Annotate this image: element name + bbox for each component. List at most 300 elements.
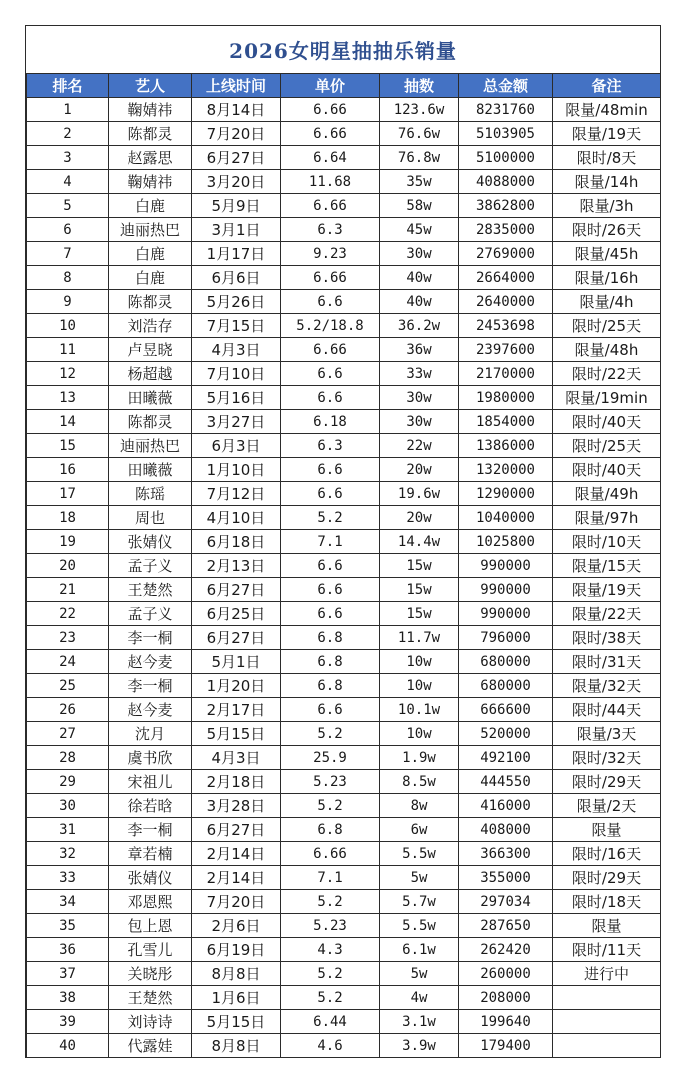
remarks-cell: 限时/10天: [553, 530, 661, 554]
launch-date-cell: 2月17日: [192, 698, 281, 722]
remarks-cell: 限量/22天: [553, 602, 661, 626]
rank-cell: 30: [27, 794, 109, 818]
total-amount-cell: 1025800: [459, 530, 553, 554]
rank-cell: 1: [27, 98, 109, 122]
artist-cell: 张婧仪: [109, 866, 192, 890]
total-amount-cell: 1320000: [459, 458, 553, 482]
launch-date-cell: 5月26日: [192, 290, 281, 314]
draw-count-cell: 123.6w: [380, 98, 459, 122]
launch-date-cell: 7月10日: [192, 362, 281, 386]
launch-date-cell: 6月27日: [192, 146, 281, 170]
draw-count-cell: 10w: [380, 722, 459, 746]
unit-price-cell: 6.6: [281, 698, 380, 722]
table-row: [27, 218, 661, 242]
launch-date-cell: 2月18日: [192, 770, 281, 794]
draw-count-cell: 5w: [380, 962, 459, 986]
rank-cell: 38: [27, 986, 109, 1010]
draw-count-cell: 3.9w: [380, 1034, 459, 1058]
total-amount-cell: 8231760: [459, 98, 553, 122]
rank-cell: 34: [27, 890, 109, 914]
remarks-cell: 限量/3天: [553, 722, 661, 746]
unit-price-cell: 6.44: [281, 1010, 380, 1034]
remarks-cell: 限时/8天: [553, 146, 661, 170]
artist-cell: 刘浩存: [109, 314, 192, 338]
remarks-cell: 限量/2天: [553, 794, 661, 818]
remarks-cell: [553, 986, 661, 1010]
artist-cell: 李一桐: [109, 626, 192, 650]
artist-cell: 鞠婧祎: [109, 170, 192, 194]
table-row: [27, 914, 661, 938]
table-row: [27, 362, 661, 386]
artist-cell: 赵露思: [109, 146, 192, 170]
artist-cell: 关晓彤: [109, 962, 192, 986]
artist-cell: 沈月: [109, 722, 192, 746]
rank-cell: 5: [27, 194, 109, 218]
draw-count-cell: 8w: [380, 794, 459, 818]
artist-cell: 白鹿: [109, 194, 192, 218]
launch-date-cell: 6月18日: [192, 530, 281, 554]
remarks-cell: 限时/18天: [553, 890, 661, 914]
artist-cell: 章若楠: [109, 842, 192, 866]
artist-cell: 代露娃: [109, 1034, 192, 1058]
launch-date-cell: 2月6日: [192, 914, 281, 938]
remarks-cell: 限量/16h: [553, 266, 661, 290]
remarks-cell: 限时/29天: [553, 866, 661, 890]
total-amount-cell: 1290000: [459, 482, 553, 506]
header-rank: 排名: [27, 74, 109, 98]
unit-price-cell: 6.8: [281, 818, 380, 842]
unit-price-cell: 5.23: [281, 914, 380, 938]
remarks-cell: 限时/29天: [553, 770, 661, 794]
rank-cell: 9: [27, 290, 109, 314]
remarks-cell: [553, 1010, 661, 1034]
total-amount-cell: 1040000: [459, 506, 553, 530]
draw-count-cell: 20w: [380, 506, 459, 530]
rank-cell: 6: [27, 218, 109, 242]
sales-table-sheet: [25, 25, 661, 1058]
artist-cell: 王楚然: [109, 578, 192, 602]
artist-cell: 田曦薇: [109, 386, 192, 410]
total-amount-cell: 796000: [459, 626, 553, 650]
launch-date-cell: 3月27日: [192, 410, 281, 434]
table-row: [27, 122, 661, 146]
table-row: [27, 674, 661, 698]
remarks-cell: 限量/19天: [553, 578, 661, 602]
unit-price-cell: 6.6: [281, 602, 380, 626]
table-body: [27, 98, 661, 1058]
rank-cell: 35: [27, 914, 109, 938]
table-row: [27, 410, 661, 434]
draw-count-cell: 40w: [380, 290, 459, 314]
total-amount-cell: 355000: [459, 866, 553, 890]
table-header-row: [27, 74, 661, 98]
unit-price-cell: 6.66: [281, 842, 380, 866]
total-amount-cell: 199640: [459, 1010, 553, 1034]
launch-date-cell: 6月6日: [192, 266, 281, 290]
artist-cell: 田曦薇: [109, 458, 192, 482]
launch-date-cell: 3月1日: [192, 218, 281, 242]
launch-date-cell: 8月14日: [192, 98, 281, 122]
launch-date-cell: 8月8日: [192, 962, 281, 986]
total-amount-cell: 2769000: [459, 242, 553, 266]
unit-price-cell: 6.3: [281, 434, 380, 458]
table-title: 2026女明星抽抽乐销量: [26, 25, 660, 73]
rank-cell: 13: [27, 386, 109, 410]
artist-cell: 白鹿: [109, 242, 192, 266]
unit-price-cell: 9.23: [281, 242, 380, 266]
total-amount-cell: 5103905: [459, 122, 553, 146]
remarks-cell: 限量/32天: [553, 674, 661, 698]
unit-price-cell: 6.66: [281, 266, 380, 290]
unit-price-cell: 5.2: [281, 794, 380, 818]
table-row: [27, 290, 661, 314]
remarks-cell: 限时/31天: [553, 650, 661, 674]
artist-cell: 卢昱晓: [109, 338, 192, 362]
table-row: [27, 698, 661, 722]
remarks-cell: 限时/11天: [553, 938, 661, 962]
total-amount-cell: 2170000: [459, 362, 553, 386]
draw-count-cell: 6w: [380, 818, 459, 842]
unit-price-cell: 5.2: [281, 986, 380, 1010]
table-row: [27, 194, 661, 218]
launch-date-cell: 7月12日: [192, 482, 281, 506]
remarks-cell: 限量/45h: [553, 242, 661, 266]
artist-cell: 赵今麦: [109, 698, 192, 722]
unit-price-cell: 6.64: [281, 146, 380, 170]
draw-count-cell: 10w: [380, 674, 459, 698]
header-artist: 艺人: [109, 74, 192, 98]
launch-date-cell: 5月16日: [192, 386, 281, 410]
unit-price-cell: 25.9: [281, 746, 380, 770]
remarks-cell: 限量: [553, 914, 661, 938]
draw-count-cell: 22w: [380, 434, 459, 458]
launch-date-cell: 2月13日: [192, 554, 281, 578]
launch-date-cell: 2月14日: [192, 866, 281, 890]
launch-date-cell: 3月28日: [192, 794, 281, 818]
launch-date-cell: 1月10日: [192, 458, 281, 482]
remarks-cell: [553, 1034, 661, 1058]
draw-count-cell: 5.5w: [380, 914, 459, 938]
artist-cell: 陈都灵: [109, 290, 192, 314]
remarks-cell: 进行中: [553, 962, 661, 986]
header-total-amount: 总金额: [459, 74, 553, 98]
unit-price-cell: 6.6: [281, 290, 380, 314]
table-row: [27, 866, 661, 890]
total-amount-cell: 680000: [459, 674, 553, 698]
unit-price-cell: 6.66: [281, 338, 380, 362]
table-row: [27, 482, 661, 506]
total-amount-cell: 416000: [459, 794, 553, 818]
launch-date-cell: 2月14日: [192, 842, 281, 866]
total-amount-cell: 2453698: [459, 314, 553, 338]
table-row: [27, 554, 661, 578]
total-amount-cell: 2835000: [459, 218, 553, 242]
remarks-cell: 限时/26天: [553, 218, 661, 242]
draw-count-cell: 6.1w: [380, 938, 459, 962]
table-row: [27, 314, 661, 338]
launch-date-cell: 7月20日: [192, 890, 281, 914]
rank-cell: 16: [27, 458, 109, 482]
total-amount-cell: 1854000: [459, 410, 553, 434]
artist-cell: 虞书欣: [109, 746, 192, 770]
total-amount-cell: 2397600: [459, 338, 553, 362]
rank-cell: 26: [27, 698, 109, 722]
launch-date-cell: 6月25日: [192, 602, 281, 626]
remarks-cell: 限时/25天: [553, 314, 661, 338]
remarks-cell: 限量/19天: [553, 122, 661, 146]
table-row: [27, 506, 661, 530]
remarks-cell: 限量: [553, 818, 661, 842]
draw-count-cell: 5w: [380, 866, 459, 890]
unit-price-cell: 6.6: [281, 482, 380, 506]
total-amount-cell: 260000: [459, 962, 553, 986]
rank-cell: 39: [27, 1010, 109, 1034]
rank-cell: 23: [27, 626, 109, 650]
launch-date-cell: 5月1日: [192, 650, 281, 674]
unit-price-cell: 6.18: [281, 410, 380, 434]
total-amount-cell: 297034: [459, 890, 553, 914]
artist-cell: 李一桐: [109, 674, 192, 698]
rank-cell: 14: [27, 410, 109, 434]
draw-count-cell: 19.6w: [380, 482, 459, 506]
total-amount-cell: 2664000: [459, 266, 553, 290]
rank-cell: 29: [27, 770, 109, 794]
total-amount-cell: 5100000: [459, 146, 553, 170]
rank-cell: 28: [27, 746, 109, 770]
artist-cell: 徐若晗: [109, 794, 192, 818]
remarks-cell: 限时/44天: [553, 698, 661, 722]
remarks-cell: 限量/48min: [553, 98, 661, 122]
header-remarks: 备注: [553, 74, 661, 98]
remarks-cell: 限时/25天: [553, 434, 661, 458]
artist-cell: 周也: [109, 506, 192, 530]
total-amount-cell: 1980000: [459, 386, 553, 410]
remarks-cell: 限时/40天: [553, 458, 661, 482]
draw-count-cell: 5.5w: [380, 842, 459, 866]
total-amount-cell: 492100: [459, 746, 553, 770]
total-amount-cell: 179400: [459, 1034, 553, 1058]
table-row: [27, 266, 661, 290]
remarks-cell: 限时/16天: [553, 842, 661, 866]
artist-cell: 包上恩: [109, 914, 192, 938]
table-row: [27, 794, 661, 818]
rank-cell: 21: [27, 578, 109, 602]
draw-count-cell: 4w: [380, 986, 459, 1010]
launch-date-cell: 8月8日: [192, 1034, 281, 1058]
launch-date-cell: 1月6日: [192, 986, 281, 1010]
table-row: [27, 386, 661, 410]
launch-date-cell: 6月27日: [192, 818, 281, 842]
draw-count-cell: 11.7w: [380, 626, 459, 650]
unit-price-cell: 6.8: [281, 650, 380, 674]
rank-cell: 7: [27, 242, 109, 266]
table-row: [27, 1010, 661, 1034]
total-amount-cell: 2640000: [459, 290, 553, 314]
unit-price-cell: 5.2: [281, 890, 380, 914]
launch-date-cell: 6月27日: [192, 626, 281, 650]
draw-count-cell: 35w: [380, 170, 459, 194]
artist-cell: 张婧仪: [109, 530, 192, 554]
draw-count-cell: 15w: [380, 602, 459, 626]
draw-count-cell: 30w: [380, 410, 459, 434]
rank-cell: 22: [27, 602, 109, 626]
table-row: [27, 242, 661, 266]
rank-cell: 3: [27, 146, 109, 170]
header-draw-count: 抽数: [380, 74, 459, 98]
draw-count-cell: 40w: [380, 266, 459, 290]
total-amount-cell: 1386000: [459, 434, 553, 458]
rank-cell: 31: [27, 818, 109, 842]
draw-count-cell: 76.6w: [380, 122, 459, 146]
table-row: [27, 650, 661, 674]
table-row: [27, 722, 661, 746]
unit-price-cell: 5.2: [281, 962, 380, 986]
total-amount-cell: 366300: [459, 842, 553, 866]
rank-cell: 10: [27, 314, 109, 338]
launch-date-cell: 5月15日: [192, 722, 281, 746]
draw-count-cell: 10.1w: [380, 698, 459, 722]
table-row: [27, 98, 661, 122]
unit-price-cell: 6.3: [281, 218, 380, 242]
unit-price-cell: 5.2: [281, 506, 380, 530]
draw-count-cell: 30w: [380, 386, 459, 410]
table-row: [27, 458, 661, 482]
rank-cell: 4: [27, 170, 109, 194]
unit-price-cell: 6.6: [281, 578, 380, 602]
total-amount-cell: 990000: [459, 554, 553, 578]
artist-cell: 陈都灵: [109, 122, 192, 146]
total-amount-cell: 287650: [459, 914, 553, 938]
draw-count-cell: 20w: [380, 458, 459, 482]
rank-cell: 18: [27, 506, 109, 530]
remarks-cell: 限量/4h: [553, 290, 661, 314]
launch-date-cell: 4月10日: [192, 506, 281, 530]
unit-price-cell: 6.66: [281, 122, 380, 146]
table-row: [27, 890, 661, 914]
rank-cell: 25: [27, 674, 109, 698]
unit-price-cell: 4.3: [281, 938, 380, 962]
unit-price-cell: 6.6: [281, 554, 380, 578]
table-row: [27, 746, 661, 770]
artist-cell: 王楚然: [109, 986, 192, 1010]
launch-date-cell: 6月19日: [192, 938, 281, 962]
remarks-cell: 限量/3h: [553, 194, 661, 218]
table-row: [27, 842, 661, 866]
draw-count-cell: 1.9w: [380, 746, 459, 770]
table-row: [27, 938, 661, 962]
rank-cell: 11: [27, 338, 109, 362]
draw-count-cell: 30w: [380, 242, 459, 266]
table-row: [27, 602, 661, 626]
total-amount-cell: 408000: [459, 818, 553, 842]
artist-cell: 赵今麦: [109, 650, 192, 674]
launch-date-cell: 1月20日: [192, 674, 281, 698]
draw-count-cell: 58w: [380, 194, 459, 218]
launch-date-cell: 5月15日: [192, 1010, 281, 1034]
total-amount-cell: 520000: [459, 722, 553, 746]
artist-cell: 邓恩熙: [109, 890, 192, 914]
artist-cell: 孔雪儿: [109, 938, 192, 962]
rank-cell: 37: [27, 962, 109, 986]
rank-cell: 36: [27, 938, 109, 962]
draw-count-cell: 45w: [380, 218, 459, 242]
artist-cell: 迪丽热巴: [109, 434, 192, 458]
total-amount-cell: 262420: [459, 938, 553, 962]
unit-price-cell: 11.68: [281, 170, 380, 194]
launch-date-cell: 4月3日: [192, 338, 281, 362]
rank-cell: 24: [27, 650, 109, 674]
table-row: [27, 434, 661, 458]
rank-cell: 33: [27, 866, 109, 890]
launch-date-cell: 6月3日: [192, 434, 281, 458]
table-row: [27, 818, 661, 842]
remarks-cell: 限量/19min: [553, 386, 661, 410]
artist-cell: 孟子义: [109, 602, 192, 626]
table-row: [27, 986, 661, 1010]
launch-date-cell: 7月20日: [192, 122, 281, 146]
unit-price-cell: 6.66: [281, 98, 380, 122]
launch-date-cell: 3月20日: [192, 170, 281, 194]
draw-count-cell: 10w: [380, 650, 459, 674]
total-amount-cell: 444550: [459, 770, 553, 794]
draw-count-cell: 14.4w: [380, 530, 459, 554]
launch-date-cell: 4月3日: [192, 746, 281, 770]
artist-cell: 陈都灵: [109, 410, 192, 434]
total-amount-cell: 3862800: [459, 194, 553, 218]
rank-cell: 8: [27, 266, 109, 290]
table-row: [27, 962, 661, 986]
table-row: [27, 770, 661, 794]
remarks-cell: 限量/15天: [553, 554, 661, 578]
unit-price-cell: 5.23: [281, 770, 380, 794]
unit-price-cell: 6.66: [281, 194, 380, 218]
unit-price-cell: 7.1: [281, 866, 380, 890]
draw-count-cell: 15w: [380, 554, 459, 578]
table-row: [27, 146, 661, 170]
artist-cell: 刘诗诗: [109, 1010, 192, 1034]
unit-price-cell: 5.2: [281, 722, 380, 746]
unit-price-cell: 7.1: [281, 530, 380, 554]
unit-price-cell: 6.6: [281, 362, 380, 386]
table-row: [27, 338, 661, 362]
rank-cell: 15: [27, 434, 109, 458]
rank-cell: 19: [27, 530, 109, 554]
table-row: [27, 170, 661, 194]
artist-cell: 白鹿: [109, 266, 192, 290]
table-row: [27, 530, 661, 554]
draw-count-cell: 36w: [380, 338, 459, 362]
total-amount-cell: 990000: [459, 602, 553, 626]
table-row: [27, 1034, 661, 1058]
remarks-cell: 限时/22天: [553, 362, 661, 386]
draw-count-cell: 36.2w: [380, 314, 459, 338]
unit-price-cell: 6.8: [281, 626, 380, 650]
rank-cell: 40: [27, 1034, 109, 1058]
draw-count-cell: 15w: [380, 578, 459, 602]
remarks-cell: 限时/32天: [553, 746, 661, 770]
total-amount-cell: 208000: [459, 986, 553, 1010]
total-amount-cell: 990000: [459, 578, 553, 602]
header-unit-price: 单价: [281, 74, 380, 98]
total-amount-cell: 680000: [459, 650, 553, 674]
remarks-cell: 限量/49h: [553, 482, 661, 506]
launch-date-cell: 5月9日: [192, 194, 281, 218]
artist-cell: 宋祖儿: [109, 770, 192, 794]
unit-price-cell: 4.6: [281, 1034, 380, 1058]
draw-count-cell: 33w: [380, 362, 459, 386]
launch-date-cell: 1月17日: [192, 242, 281, 266]
draw-count-cell: 8.5w: [380, 770, 459, 794]
